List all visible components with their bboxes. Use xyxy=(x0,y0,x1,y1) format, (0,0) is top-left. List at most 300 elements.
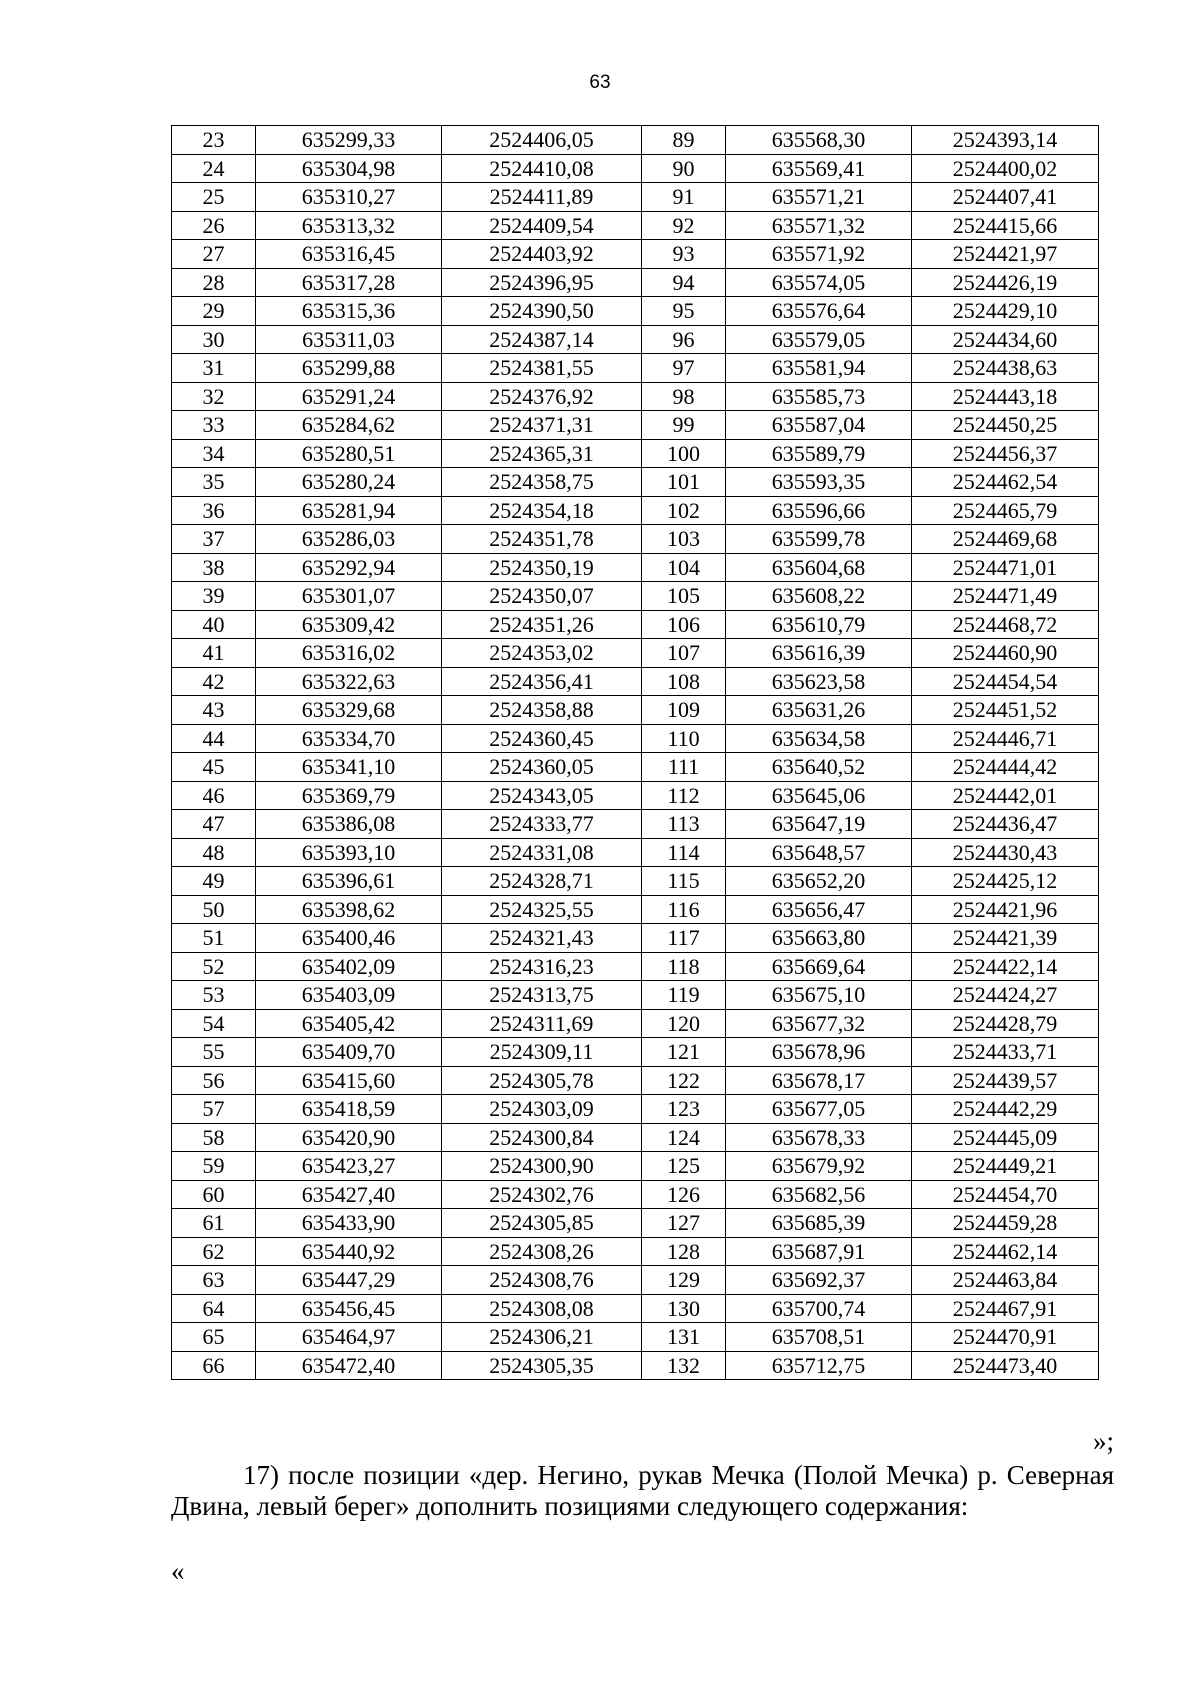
point-number-cell: 46 xyxy=(172,781,256,810)
y-coordinate-cell: 2524456,37 xyxy=(912,439,1099,468)
y-coordinate-cell: 2524465,79 xyxy=(912,496,1099,525)
x-coordinate-cell: 635692,37 xyxy=(726,1266,912,1295)
x-coordinate-cell: 635678,96 xyxy=(726,1038,912,1067)
table-row xyxy=(172,126,1099,155)
table-row xyxy=(172,810,1099,839)
point-number-cell: 110 xyxy=(642,724,726,753)
y-coordinate-cell: 2524467,91 xyxy=(912,1294,1099,1323)
y-coordinate-cell: 2524360,45 xyxy=(442,724,642,753)
y-coordinate-cell: 2524351,78 xyxy=(442,525,642,554)
x-coordinate-cell: 635678,17 xyxy=(726,1066,912,1095)
point-number-cell: 47 xyxy=(172,810,256,839)
x-coordinate-cell: 635280,51 xyxy=(256,439,442,468)
point-number-cell: 59 xyxy=(172,1152,256,1181)
table-row xyxy=(172,981,1099,1010)
x-coordinate-cell: 635571,32 xyxy=(726,211,912,240)
y-coordinate-cell: 2524459,28 xyxy=(912,1209,1099,1238)
table-row xyxy=(172,382,1099,411)
table-row xyxy=(172,1152,1099,1181)
x-coordinate-cell: 635316,02 xyxy=(256,639,442,668)
table-row xyxy=(172,895,1099,924)
table-row xyxy=(172,1323,1099,1352)
x-coordinate-cell: 635292,94 xyxy=(256,553,442,582)
x-coordinate-cell: 635403,09 xyxy=(256,981,442,1010)
point-number-cell: 131 xyxy=(642,1323,726,1352)
y-coordinate-cell: 2524353,02 xyxy=(442,639,642,668)
point-number-cell: 34 xyxy=(172,439,256,468)
point-number-cell: 107 xyxy=(642,639,726,668)
y-coordinate-cell: 2524308,76 xyxy=(442,1266,642,1295)
x-coordinate-cell: 635329,68 xyxy=(256,696,442,725)
x-coordinate-cell: 635708,51 xyxy=(726,1323,912,1352)
point-number-cell: 96 xyxy=(642,325,726,354)
x-coordinate-cell: 635678,33 xyxy=(726,1123,912,1152)
y-coordinate-cell: 2524468,72 xyxy=(912,610,1099,639)
y-coordinate-cell: 2524390,50 xyxy=(442,297,642,326)
opening-quote: « xyxy=(171,1556,185,1586)
y-coordinate-cell: 2524454,70 xyxy=(912,1180,1099,1209)
y-coordinate-cell: 2524449,21 xyxy=(912,1152,1099,1181)
y-coordinate-cell: 2524421,97 xyxy=(912,240,1099,269)
y-coordinate-cell: 2524403,92 xyxy=(442,240,642,269)
table-row xyxy=(172,753,1099,782)
point-number-cell: 124 xyxy=(642,1123,726,1152)
table-row xyxy=(172,240,1099,269)
y-coordinate-cell: 2524438,63 xyxy=(912,354,1099,383)
y-coordinate-cell: 2524439,57 xyxy=(912,1066,1099,1095)
point-number-cell: 127 xyxy=(642,1209,726,1238)
point-number-cell: 90 xyxy=(642,154,726,183)
x-coordinate-cell: 635291,24 xyxy=(256,382,442,411)
y-coordinate-cell: 2524443,18 xyxy=(912,382,1099,411)
table-row xyxy=(172,867,1099,896)
point-number-cell: 27 xyxy=(172,240,256,269)
table-row xyxy=(172,525,1099,554)
x-coordinate-cell: 635309,42 xyxy=(256,610,442,639)
point-number-cell: 101 xyxy=(642,468,726,497)
point-number-cell: 113 xyxy=(642,810,726,839)
x-coordinate-cell: 635427,40 xyxy=(256,1180,442,1209)
x-coordinate-cell: 635322,63 xyxy=(256,667,442,696)
x-coordinate-cell: 635415,60 xyxy=(256,1066,442,1095)
point-number-cell: 52 xyxy=(172,952,256,981)
y-coordinate-cell: 2524350,07 xyxy=(442,582,642,611)
x-coordinate-cell: 635663,80 xyxy=(726,924,912,953)
point-number-cell: 39 xyxy=(172,582,256,611)
x-coordinate-cell: 635623,58 xyxy=(726,667,912,696)
x-coordinate-cell: 635576,64 xyxy=(726,297,912,326)
x-coordinate-cell: 635682,56 xyxy=(726,1180,912,1209)
y-coordinate-cell: 2524436,47 xyxy=(912,810,1099,839)
point-number-cell: 109 xyxy=(642,696,726,725)
point-number-cell: 54 xyxy=(172,1009,256,1038)
y-coordinate-cell: 2524376,92 xyxy=(442,382,642,411)
x-coordinate-cell: 635286,03 xyxy=(256,525,442,554)
table-row xyxy=(172,411,1099,440)
table-row xyxy=(172,1266,1099,1295)
y-coordinate-cell: 2524473,40 xyxy=(912,1351,1099,1380)
point-number-cell: 120 xyxy=(642,1009,726,1038)
point-number-cell: 48 xyxy=(172,838,256,867)
point-number-cell: 43 xyxy=(172,696,256,725)
point-number-cell: 121 xyxy=(642,1038,726,1067)
y-coordinate-cell: 2524422,14 xyxy=(912,952,1099,981)
x-coordinate-cell: 635610,79 xyxy=(726,610,912,639)
y-coordinate-cell: 2524360,05 xyxy=(442,753,642,782)
y-coordinate-cell: 2524469,68 xyxy=(912,525,1099,554)
y-coordinate-cell: 2524328,71 xyxy=(442,867,642,896)
table-row xyxy=(172,667,1099,696)
x-coordinate-cell: 635316,45 xyxy=(256,240,442,269)
x-coordinate-cell: 635571,92 xyxy=(726,240,912,269)
point-number-cell: 130 xyxy=(642,1294,726,1323)
x-coordinate-cell: 635464,97 xyxy=(256,1323,442,1352)
x-coordinate-cell: 635311,03 xyxy=(256,325,442,354)
point-number-cell: 105 xyxy=(642,582,726,611)
point-number-cell: 49 xyxy=(172,867,256,896)
x-coordinate-cell: 635284,62 xyxy=(256,411,442,440)
table-row xyxy=(172,1351,1099,1380)
y-coordinate-cell: 2524351,26 xyxy=(442,610,642,639)
y-coordinate-cell: 2524454,54 xyxy=(912,667,1099,696)
y-coordinate-cell: 2524471,01 xyxy=(912,553,1099,582)
y-coordinate-cell: 2524421,39 xyxy=(912,924,1099,953)
y-coordinate-cell: 2524400,02 xyxy=(912,154,1099,183)
y-coordinate-cell: 2524442,29 xyxy=(912,1095,1099,1124)
table-row xyxy=(172,1180,1099,1209)
point-number-cell: 111 xyxy=(642,753,726,782)
y-coordinate-cell: 2524358,75 xyxy=(442,468,642,497)
point-number-cell: 118 xyxy=(642,952,726,981)
point-number-cell: 58 xyxy=(172,1123,256,1152)
point-number-cell: 91 xyxy=(642,183,726,212)
point-number-cell: 29 xyxy=(172,297,256,326)
y-coordinate-cell: 2524321,43 xyxy=(442,924,642,953)
x-coordinate-cell: 635616,39 xyxy=(726,639,912,668)
y-coordinate-cell: 2524306,21 xyxy=(442,1323,642,1352)
point-number-cell: 106 xyxy=(642,610,726,639)
x-coordinate-cell: 635631,26 xyxy=(726,696,912,725)
coordinates-table-body xyxy=(172,126,1099,1380)
y-coordinate-cell: 2524415,66 xyxy=(912,211,1099,240)
y-coordinate-cell: 2524358,88 xyxy=(442,696,642,725)
coordinates-table xyxy=(171,125,1099,1380)
x-coordinate-cell: 635604,68 xyxy=(726,553,912,582)
y-coordinate-cell: 2524308,08 xyxy=(442,1294,642,1323)
point-number-cell: 65 xyxy=(172,1323,256,1352)
x-coordinate-cell: 635299,88 xyxy=(256,354,442,383)
point-number-cell: 25 xyxy=(172,183,256,212)
x-coordinate-cell: 635579,05 xyxy=(726,325,912,354)
point-number-cell: 116 xyxy=(642,895,726,924)
point-number-cell: 30 xyxy=(172,325,256,354)
table-row xyxy=(172,610,1099,639)
x-coordinate-cell: 635418,59 xyxy=(256,1095,442,1124)
table-row xyxy=(172,639,1099,668)
point-number-cell: 26 xyxy=(172,211,256,240)
y-coordinate-cell: 2524303,09 xyxy=(442,1095,642,1124)
x-coordinate-cell: 635301,07 xyxy=(256,582,442,611)
table-row xyxy=(172,1294,1099,1323)
point-number-cell: 125 xyxy=(642,1152,726,1181)
x-coordinate-cell: 635652,20 xyxy=(726,867,912,896)
x-coordinate-cell: 635386,08 xyxy=(256,810,442,839)
x-coordinate-cell: 635334,70 xyxy=(256,724,442,753)
y-coordinate-cell: 2524343,05 xyxy=(442,781,642,810)
point-number-cell: 97 xyxy=(642,354,726,383)
y-coordinate-cell: 2524460,90 xyxy=(912,639,1099,668)
point-number-cell: 100 xyxy=(642,439,726,468)
x-coordinate-cell: 635396,61 xyxy=(256,867,442,896)
x-coordinate-cell: 635571,21 xyxy=(726,183,912,212)
table-row xyxy=(172,1038,1099,1067)
y-coordinate-cell: 2524393,14 xyxy=(912,126,1099,155)
y-coordinate-cell: 2524442,01 xyxy=(912,781,1099,810)
point-number-cell: 33 xyxy=(172,411,256,440)
x-coordinate-cell: 635574,05 xyxy=(726,268,912,297)
point-number-cell: 114 xyxy=(642,838,726,867)
y-coordinate-cell: 2524331,08 xyxy=(442,838,642,867)
y-coordinate-cell: 2524450,25 xyxy=(912,411,1099,440)
table-row xyxy=(172,211,1099,240)
point-number-cell: 44 xyxy=(172,724,256,753)
point-number-cell: 112 xyxy=(642,781,726,810)
point-number-cell: 35 xyxy=(172,468,256,497)
x-coordinate-cell: 635317,28 xyxy=(256,268,442,297)
y-coordinate-cell: 2524381,55 xyxy=(442,354,642,383)
point-number-cell: 119 xyxy=(642,981,726,1010)
point-number-cell: 98 xyxy=(642,382,726,411)
x-coordinate-cell: 635299,33 xyxy=(256,126,442,155)
table-row xyxy=(172,1209,1099,1238)
point-number-cell: 53 xyxy=(172,981,256,1010)
point-number-cell: 24 xyxy=(172,154,256,183)
y-coordinate-cell: 2524424,27 xyxy=(912,981,1099,1010)
x-coordinate-cell: 635433,90 xyxy=(256,1209,442,1238)
point-number-cell: 56 xyxy=(172,1066,256,1095)
point-number-cell: 93 xyxy=(642,240,726,269)
point-number-cell: 132 xyxy=(642,1351,726,1380)
x-coordinate-cell: 635581,94 xyxy=(726,354,912,383)
table-row xyxy=(172,553,1099,582)
y-coordinate-cell: 2524428,79 xyxy=(912,1009,1099,1038)
y-coordinate-cell: 2524409,54 xyxy=(442,211,642,240)
point-number-cell: 41 xyxy=(172,639,256,668)
point-number-cell: 128 xyxy=(642,1237,726,1266)
y-coordinate-cell: 2524350,19 xyxy=(442,553,642,582)
point-number-cell: 64 xyxy=(172,1294,256,1323)
x-coordinate-cell: 635405,42 xyxy=(256,1009,442,1038)
point-number-cell: 92 xyxy=(642,211,726,240)
point-number-cell: 50 xyxy=(172,895,256,924)
y-coordinate-cell: 2524462,54 xyxy=(912,468,1099,497)
point-number-cell: 108 xyxy=(642,667,726,696)
y-coordinate-cell: 2524396,95 xyxy=(442,268,642,297)
point-number-cell: 37 xyxy=(172,525,256,554)
y-coordinate-cell: 2524426,19 xyxy=(912,268,1099,297)
table-row xyxy=(172,297,1099,326)
x-coordinate-cell: 635585,73 xyxy=(726,382,912,411)
x-coordinate-cell: 635304,98 xyxy=(256,154,442,183)
point-number-cell: 115 xyxy=(642,867,726,896)
x-coordinate-cell: 635402,09 xyxy=(256,952,442,981)
y-coordinate-cell: 2524444,42 xyxy=(912,753,1099,782)
x-coordinate-cell: 635569,41 xyxy=(726,154,912,183)
point-number-cell: 63 xyxy=(172,1266,256,1295)
y-coordinate-cell: 2524429,10 xyxy=(912,297,1099,326)
x-coordinate-cell: 635313,32 xyxy=(256,211,442,240)
point-number-cell: 95 xyxy=(642,297,726,326)
point-number-cell: 122 xyxy=(642,1066,726,1095)
y-coordinate-cell: 2524462,14 xyxy=(912,1237,1099,1266)
y-coordinate-cell: 2524305,85 xyxy=(442,1209,642,1238)
point-number-cell: 45 xyxy=(172,753,256,782)
y-coordinate-cell: 2524311,69 xyxy=(442,1009,642,1038)
table-row xyxy=(172,325,1099,354)
table-row xyxy=(172,1237,1099,1266)
x-coordinate-cell: 635648,57 xyxy=(726,838,912,867)
x-coordinate-cell: 635400,46 xyxy=(256,924,442,953)
y-coordinate-cell: 2524387,14 xyxy=(442,325,642,354)
x-coordinate-cell: 635700,74 xyxy=(726,1294,912,1323)
point-number-cell: 28 xyxy=(172,268,256,297)
point-number-cell: 60 xyxy=(172,1180,256,1209)
y-coordinate-cell: 2524446,71 xyxy=(912,724,1099,753)
table-row xyxy=(172,496,1099,525)
y-coordinate-cell: 2524309,11 xyxy=(442,1038,642,1067)
point-number-cell: 36 xyxy=(172,496,256,525)
y-coordinate-cell: 2524356,41 xyxy=(442,667,642,696)
y-coordinate-cell: 2524445,09 xyxy=(912,1123,1099,1152)
point-number-cell: 102 xyxy=(642,496,726,525)
x-coordinate-cell: 635393,10 xyxy=(256,838,442,867)
table-row xyxy=(172,781,1099,810)
point-number-cell: 38 xyxy=(172,553,256,582)
y-coordinate-cell: 2524451,52 xyxy=(912,696,1099,725)
y-coordinate-cell: 2524316,23 xyxy=(442,952,642,981)
point-number-cell: 31 xyxy=(172,354,256,383)
point-number-cell: 51 xyxy=(172,924,256,953)
y-coordinate-cell: 2524434,60 xyxy=(912,325,1099,354)
y-coordinate-cell: 2524365,31 xyxy=(442,439,642,468)
point-number-cell: 62 xyxy=(172,1237,256,1266)
x-coordinate-cell: 635440,92 xyxy=(256,1237,442,1266)
y-coordinate-cell: 2524430,43 xyxy=(912,838,1099,867)
y-coordinate-cell: 2524411,89 xyxy=(442,183,642,212)
table-row xyxy=(172,183,1099,212)
x-coordinate-cell: 635645,06 xyxy=(726,781,912,810)
y-coordinate-cell: 2524433,71 xyxy=(912,1038,1099,1067)
table-row xyxy=(172,952,1099,981)
point-number-cell: 104 xyxy=(642,553,726,582)
y-coordinate-cell: 2524333,77 xyxy=(442,810,642,839)
x-coordinate-cell: 635420,90 xyxy=(256,1123,442,1152)
x-coordinate-cell: 635456,45 xyxy=(256,1294,442,1323)
table-row xyxy=(172,1095,1099,1124)
x-coordinate-cell: 635634,58 xyxy=(726,724,912,753)
x-coordinate-cell: 635341,10 xyxy=(256,753,442,782)
table-row xyxy=(172,354,1099,383)
y-coordinate-cell: 2524407,41 xyxy=(912,183,1099,212)
x-coordinate-cell: 635409,70 xyxy=(256,1038,442,1067)
y-coordinate-cell: 2524463,84 xyxy=(912,1266,1099,1295)
table-row xyxy=(172,582,1099,611)
y-coordinate-cell: 2524471,49 xyxy=(912,582,1099,611)
y-coordinate-cell: 2524302,76 xyxy=(442,1180,642,1209)
table-row xyxy=(172,696,1099,725)
point-number-cell: 23 xyxy=(172,126,256,155)
x-coordinate-cell: 635608,22 xyxy=(726,582,912,611)
y-coordinate-cell: 2524305,78 xyxy=(442,1066,642,1095)
y-coordinate-cell: 2524406,05 xyxy=(442,126,642,155)
x-coordinate-cell: 635589,79 xyxy=(726,439,912,468)
y-coordinate-cell: 2524300,90 xyxy=(442,1152,642,1181)
table-row xyxy=(172,838,1099,867)
y-coordinate-cell: 2524325,55 xyxy=(442,895,642,924)
point-number-cell: 103 xyxy=(642,525,726,554)
table-row xyxy=(172,439,1099,468)
x-coordinate-cell: 635398,62 xyxy=(256,895,442,924)
point-number-cell: 32 xyxy=(172,382,256,411)
x-coordinate-cell: 635587,04 xyxy=(726,411,912,440)
x-coordinate-cell: 635677,05 xyxy=(726,1095,912,1124)
x-coordinate-cell: 635472,40 xyxy=(256,1351,442,1380)
x-coordinate-cell: 635596,66 xyxy=(726,496,912,525)
point-number-cell: 99 xyxy=(642,411,726,440)
y-coordinate-cell: 2524305,35 xyxy=(442,1351,642,1380)
x-coordinate-cell: 635685,39 xyxy=(726,1209,912,1238)
x-coordinate-cell: 635675,10 xyxy=(726,981,912,1010)
x-coordinate-cell: 635310,27 xyxy=(256,183,442,212)
y-coordinate-cell: 2524354,18 xyxy=(442,496,642,525)
x-coordinate-cell: 635640,52 xyxy=(726,753,912,782)
x-coordinate-cell: 635423,27 xyxy=(256,1152,442,1181)
point-number-cell: 57 xyxy=(172,1095,256,1124)
table-row xyxy=(172,724,1099,753)
x-coordinate-cell: 635599,78 xyxy=(726,525,912,554)
y-coordinate-cell: 2524421,96 xyxy=(912,895,1099,924)
x-coordinate-cell: 635568,30 xyxy=(726,126,912,155)
amendment-paragraph: 17) после позиции «дер. Негино, рукав Мечка (Полой Мечка) р. Северная Двина, левый берег» дополнить позициями следующего содержания: xyxy=(171,1460,1114,1521)
point-number-cell: 117 xyxy=(642,924,726,953)
y-coordinate-cell: 2524371,31 xyxy=(442,411,642,440)
point-number-cell: 94 xyxy=(642,268,726,297)
page-number: 63 xyxy=(589,72,611,93)
x-coordinate-cell: 635369,79 xyxy=(256,781,442,810)
x-coordinate-cell: 635447,29 xyxy=(256,1266,442,1295)
point-number-cell: 129 xyxy=(642,1266,726,1295)
point-number-cell: 126 xyxy=(642,1180,726,1209)
y-coordinate-cell: 2524410,08 xyxy=(442,154,642,183)
y-coordinate-cell: 2524308,26 xyxy=(442,1237,642,1266)
x-coordinate-cell: 635281,94 xyxy=(256,496,442,525)
x-coordinate-cell: 635647,19 xyxy=(726,810,912,839)
x-coordinate-cell: 635280,24 xyxy=(256,468,442,497)
y-coordinate-cell: 2524300,84 xyxy=(442,1123,642,1152)
y-coordinate-cell: 2524425,12 xyxy=(912,867,1099,896)
point-number-cell: 40 xyxy=(172,610,256,639)
x-coordinate-cell: 635669,64 xyxy=(726,952,912,981)
table-row xyxy=(172,154,1099,183)
table-row xyxy=(172,924,1099,953)
x-coordinate-cell: 635677,32 xyxy=(726,1009,912,1038)
x-coordinate-cell: 635656,47 xyxy=(726,895,912,924)
table-row xyxy=(172,1066,1099,1095)
point-number-cell: 42 xyxy=(172,667,256,696)
table-row xyxy=(172,268,1099,297)
y-coordinate-cell: 2524470,91 xyxy=(912,1323,1099,1352)
table-row xyxy=(172,1009,1099,1038)
